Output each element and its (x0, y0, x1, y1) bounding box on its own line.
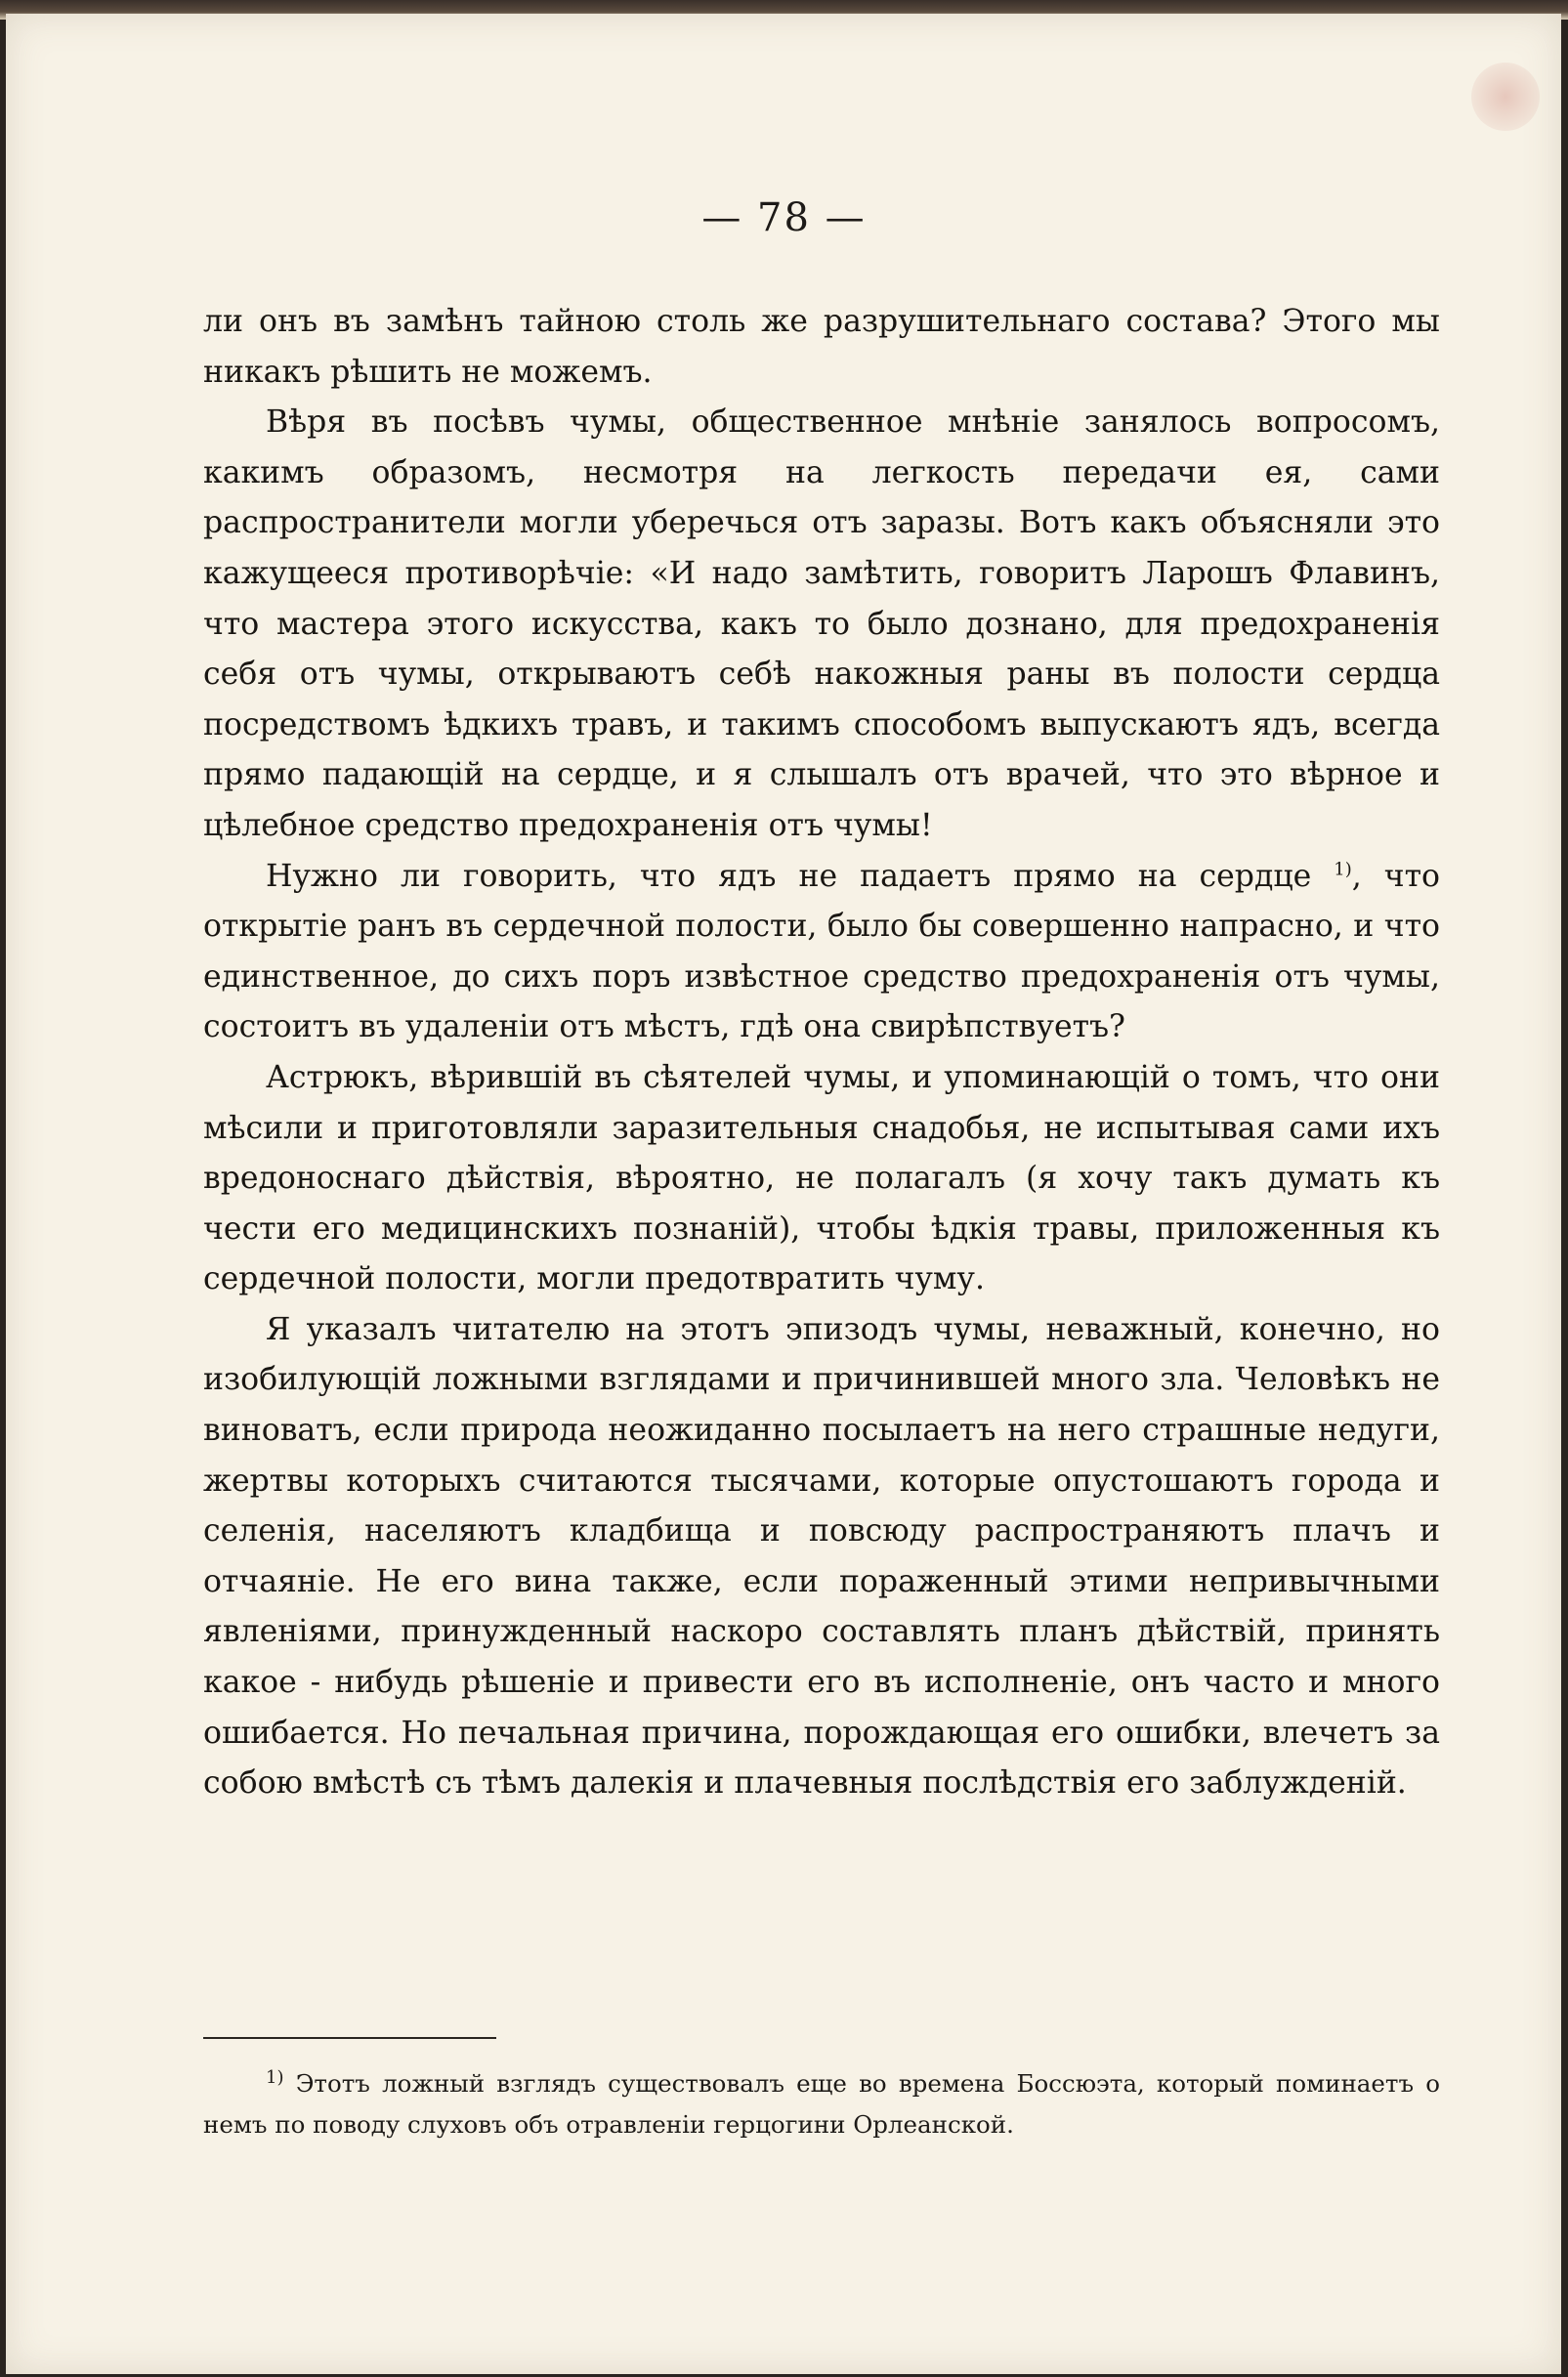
stain-mark (1471, 63, 1540, 131)
body-text (203, 297, 1440, 1809)
page-number-header: — 78 — (701, 195, 867, 240)
footnote-text: Этотъ ложный взглядъ существовалъ еще во времена Боссюэта, который поминаетъ о немъ по поводу слуховъ объ отравленіи герцогини Орлеанской. (203, 2069, 1440, 2139)
paragraph-5: Я указалъ читателю на этотъ эпизодъ чумы, неважный, конечно, но изобилующій ложными взглядами и причинившей много зла. Человѣкъ не виноватъ, если природа неожиданно посылаетъ на него страшные недуги, жертвы которыхъ считаются тысячами, которые опустошаютъ города и селенія, населяютъ кладбища и повсюду распространяютъ плачъ и отчаяніе. Не его вина также, если пораженный этими непривычными явленіями, принужденный наскоро составлять планъ дѣйствій, принять какое - нибудь рѣшеніе и привести его въ исполненіе, онъ часто и много ошибается. Но печальная причина, порождающая его ошибки, влечетъ за собою вмѣстѣ съ тѣмъ далекія и плачевныя послѣдствія его заблужденій. (203, 1311, 1440, 1802)
paragraph-2: Вѣря въ посѣвъ чумы, общественное мнѣніе занялось вопросомъ, какимъ образомъ, несмотря на легкость передачи ея, сами распространители могли уберечься отъ заразы. Вотъ какъ объясняли это кажущееся противорѣчіе: «И надо замѣтить, говоритъ Ларошъ Флавинъ, что мастера этого искусства, какъ то было дознано, для предохраненія себя отъ чумы, открываютъ себѣ накожныя раны въ полости сердца посредствомъ ѣдкихъ травъ, и такимъ способомъ выпускаютъ ядъ, всегда прямо падающій на сердце, и я слышалъ отъ врачей, что это вѣрное и цѣлебное средство предохраненія отъ чумы! (203, 404, 1440, 843)
paragraph-3-end: , что открытіе ранъ въ сердечной полости, было бы совершенно напрасно, и что единственное, до сихъ поръ извѣстное средство предохраненія отъ чумы, состоитъ въ удаленіи отъ мѣстъ, гдѣ она свирѣпствуетъ? (203, 858, 1441, 1045)
footnote-reference: 1) (1334, 859, 1352, 880)
paragraph-1: ли онъ въ замѣнъ тайною столь же разрушительнаго состава? Этого мы никакъ рѣшить не можемъ. (203, 304, 1440, 390)
paragraph-4: Астрюкъ, вѣрившій въ сѣятелей чумы, и упоминающій о томъ, что они мѣсили и приготовляли заразительныя снадобья, не испытывая сами ихъ вредоноснаго дѣйствія, вѣроятно, не полагалъ (я хочу такъ думать къ чести его медицинскихъ познаній), чтобы ѣдкія травы, приложенныя къ сердечной полости, могли предотвратить чуму. (203, 1059, 1440, 1297)
paragraph-3-start: Нужно ли говорить, что ядъ не падаетъ прямо на сердце (266, 858, 1312, 894)
footnote-mark: 1) (266, 2066, 284, 2088)
paragraph-3 (203, 852, 1440, 1053)
footnote-divider (203, 2037, 496, 2039)
footnote (203, 2063, 1440, 2145)
